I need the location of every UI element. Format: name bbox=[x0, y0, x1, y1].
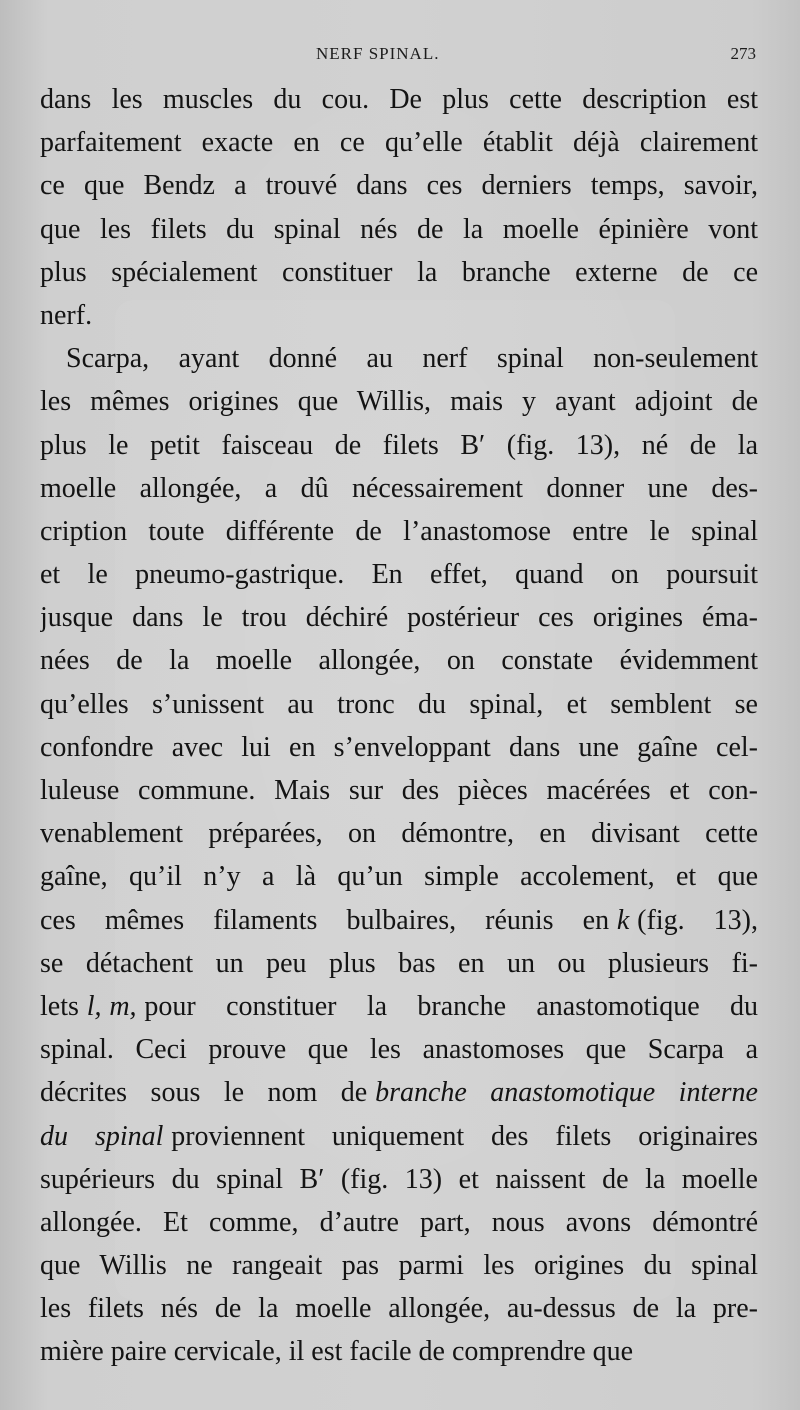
body-text bbox=[40, 78, 758, 1374]
text-line bbox=[40, 942, 758, 985]
text-segment: les filets nés de la moelle allongée, au-dessus de la pre- bbox=[40, 1293, 758, 1325]
italic-text: branche anastomotique interne bbox=[375, 1077, 758, 1109]
text-line bbox=[40, 985, 758, 1028]
text-line bbox=[40, 1330, 758, 1373]
text-segment: plus le petit faisceau de filets B′ (fig. 13), né de la bbox=[40, 429, 758, 461]
text-segment: que les filets du spinal nés de la moelle épinière vont bbox=[40, 213, 758, 245]
text-segment: proviennent uniquement des filets originaires bbox=[171, 1120, 758, 1152]
text-line bbox=[40, 121, 758, 164]
text-line bbox=[40, 380, 758, 423]
text-line bbox=[40, 855, 758, 898]
text-segment: luleuse commune. Mais sur des pièces macérées et con- bbox=[40, 775, 758, 806]
page-number: 273 bbox=[730, 44, 756, 63]
italic-text: k bbox=[616, 904, 630, 936]
text-line bbox=[40, 1115, 758, 1158]
italic-text: m, bbox=[109, 990, 137, 1022]
text-segment: plus spécialement constituer la branche externe de ce bbox=[40, 256, 758, 288]
text-line bbox=[40, 424, 758, 467]
text-segment: supérieurs du spinal B′ (fig. 13) et naissent de la moelle bbox=[40, 1163, 758, 1195]
text-segment: (fig. 13), bbox=[637, 904, 758, 936]
text-line bbox=[40, 683, 758, 726]
italic-text: du spinal bbox=[40, 1120, 164, 1152]
text-line bbox=[40, 596, 758, 639]
text-segment: les mêmes origines que Willis, mais y ayant adjoint de bbox=[40, 386, 758, 418]
text-line bbox=[40, 812, 758, 855]
text-segment: se détachent un peu plus bas en un ou plusieurs fi- bbox=[40, 947, 758, 979]
text-line bbox=[40, 251, 758, 294]
text-segment: moelle allongée, a dû nécessairement donner une des- bbox=[40, 472, 758, 504]
text-segment: ce que Bendz a trouvé dans ces derniers temps, savoir, bbox=[40, 170, 758, 202]
text-segment: gaîne, qu’il n’y a là qu’un simple accolement, et que bbox=[40, 861, 758, 893]
text-line bbox=[40, 1244, 758, 1287]
text-line bbox=[40, 78, 758, 121]
text-segment: lets bbox=[40, 990, 79, 1022]
text-segment: et le pneumo-gastrique. En effet, quand on poursuit bbox=[40, 559, 758, 591]
text-segment: nerf. bbox=[40, 299, 93, 331]
text-segment: décrites sous le nom de bbox=[40, 1077, 368, 1109]
text-segment: jusque dans le trou déchiré postérieur ces origines éma- bbox=[40, 602, 758, 634]
text-line bbox=[40, 639, 758, 682]
text-line bbox=[40, 769, 758, 812]
text-line bbox=[40, 553, 758, 596]
text-segment: que Willis ne rangeait pas parmi les origines du spinal bbox=[40, 1250, 758, 1282]
text-segment: ces mêmes filaments bulbaires, réunis en bbox=[40, 904, 610, 936]
text-line bbox=[40, 164, 758, 207]
running-title: NERF SPINAL. bbox=[316, 44, 440, 63]
text-line bbox=[40, 294, 758, 337]
text-line bbox=[40, 726, 758, 769]
text-line bbox=[40, 1201, 758, 1244]
text-line bbox=[40, 1158, 758, 1201]
text-line bbox=[40, 467, 758, 510]
text-segment: nées de la moelle allongée, on constate évidemment bbox=[40, 645, 758, 677]
text-segment: Scarpa, ayant donné au nerf spinal non-seulement bbox=[66, 343, 758, 375]
text-line bbox=[40, 1071, 758, 1114]
text-line bbox=[40, 1287, 758, 1330]
text-segment: pour constituer la branche anastomotique du bbox=[144, 990, 758, 1022]
text-line bbox=[40, 208, 758, 251]
italic-text: l, bbox=[86, 990, 102, 1022]
text-segment: mière paire cervicale, il est facile de comprendre que bbox=[40, 1336, 634, 1368]
text-segment: parfaitement exacte en ce qu’elle établit déjà clairement bbox=[40, 127, 758, 159]
text-line bbox=[40, 899, 758, 942]
text-segment: confondre avec lui en s’enveloppant dans une gaîne cel- bbox=[40, 731, 758, 763]
running-head bbox=[0, 42, 800, 70]
text-line bbox=[40, 337, 758, 380]
text-line bbox=[40, 510, 758, 553]
text-segment: spinal. Ceci prouve que les anastomoses que Scarpa a bbox=[40, 1034, 758, 1066]
text-segment: cription toute différente de l’anastomose entre le spinal bbox=[40, 515, 758, 547]
text-segment: qu’elles s’unissent au tronc du spinal, et semblent se bbox=[40, 688, 758, 720]
text-segment: venablement préparées, on démontre, en divisant cette bbox=[40, 818, 758, 850]
text-line bbox=[40, 1028, 758, 1071]
text-segment: allongée. Et comme, d’autre part, nous avons démontré bbox=[40, 1206, 758, 1238]
text-segment: dans les muscles du cou. De plus cette description est bbox=[40, 84, 758, 115]
